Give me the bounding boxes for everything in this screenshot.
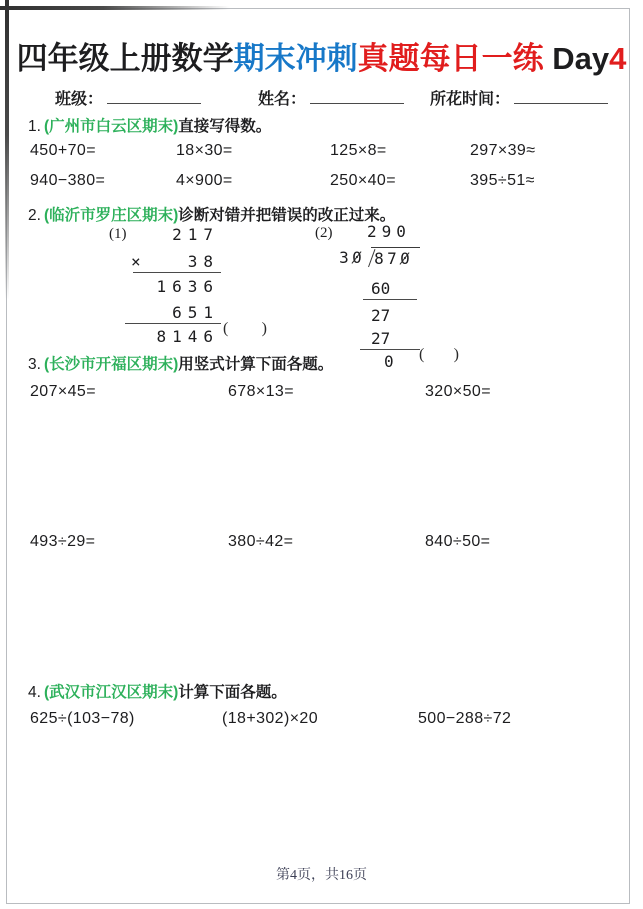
title-day: Day (543, 41, 610, 76)
rule-line (125, 323, 221, 324)
question-1-instruction: 直接写得数。 (178, 118, 272, 135)
question-4-source: (武汉市江汉区期末) (43, 684, 179, 701)
expression: 678×13= (228, 383, 294, 400)
question-3-number: 3. (28, 356, 41, 373)
rule-line (133, 272, 221, 273)
expression: 320×50= (425, 383, 491, 400)
question-1-number: 1. (28, 118, 41, 135)
question-2-instruction: 诊断对错并把错误的改正过来。 (178, 207, 396, 224)
division-worked-example (315, 222, 485, 372)
time-label: 所花时间： (430, 91, 511, 108)
expression: 840÷50= (425, 533, 491, 550)
q3-expressions-row-1 (30, 383, 491, 401)
question-3-heading (28, 352, 333, 374)
struck-zero: 0 (352, 248, 362, 267)
expression: 450+70= (30, 142, 96, 159)
multiply-sign: × (131, 252, 141, 271)
expression: 250×40= (330, 172, 396, 189)
paren-close: ) (261, 320, 267, 337)
expression: 395÷51≈ (470, 172, 535, 189)
page-number-indicator: 第4页，共16页 (276, 868, 367, 883)
expression: 297×39≈ (470, 142, 536, 159)
question-4-number: 4. (28, 684, 41, 701)
question-4-heading (28, 680, 287, 702)
question-2-source: (临沂市罗庄区期末) (43, 207, 179, 224)
expression: 125×8= (330, 142, 387, 159)
paren-open: ( (223, 320, 229, 337)
question-3-instruction: 用竖式计算下面各题。 (178, 356, 334, 373)
rule-line (363, 299, 417, 300)
remainder-step-1: 27 (371, 306, 391, 325)
paren-close: ) (453, 346, 459, 363)
q1-expressions-row-2 (30, 172, 535, 190)
product: 8146 (156, 327, 219, 346)
item-1-label: (1) (109, 226, 127, 242)
time-field (430, 86, 608, 109)
expression: 207×45= (30, 383, 96, 400)
page-title (0, 33, 643, 78)
time-blank-line (514, 88, 608, 104)
multiplicand: 217 (172, 225, 219, 244)
name-label: 姓名： (258, 91, 307, 108)
q4-expressions-row (30, 710, 511, 728)
multiplication-worked-example (105, 224, 275, 349)
division-bracket-bar (371, 247, 420, 248)
name-blank-line (310, 88, 404, 104)
q3-expressions-row-2 (30, 533, 490, 551)
subtracted-value-1: 60 (371, 279, 391, 298)
partial-product-2: 651 (172, 303, 219, 322)
expression: 380÷42= (228, 533, 294, 550)
expression: 18×30= (176, 142, 233, 159)
rule-line (360, 349, 420, 350)
dividend: 8 7 0 (374, 249, 410, 268)
question-4-instruction: 计算下面各题。 (178, 684, 287, 701)
title-day-number: 4 (609, 41, 627, 76)
class-label: 班级： (55, 91, 104, 108)
divisor: 3 0 (339, 248, 362, 267)
question-1-source: (广州市白云区期末) (43, 118, 179, 135)
paren-open: ( (419, 346, 425, 363)
title-blue: 期末冲刺 (233, 41, 358, 76)
q1-expressions-row-1 (30, 142, 535, 160)
expression: 500−288÷72 (418, 710, 512, 727)
expression: 493÷29= (30, 533, 96, 550)
struck-zero: 0 (400, 249, 410, 268)
title-black: 四年级上册数学 (16, 41, 234, 76)
item-2-label: (2) (315, 225, 333, 241)
expression: 940−380= (30, 172, 106, 189)
question-1-heading (28, 114, 271, 136)
expression: 625÷(103−78) (30, 710, 135, 727)
partial-product-1: 1636 (156, 277, 219, 296)
question-3-source: (长沙市开福区期末) (43, 356, 179, 373)
expression: 4×900= (176, 172, 233, 189)
class-blank-line (107, 88, 201, 104)
judgement-parentheses (223, 320, 267, 338)
judgement-parentheses (419, 346, 459, 364)
scan-shadow-top (0, 6, 230, 10)
title-red: 真题每日一练 (357, 41, 544, 76)
final-remainder: 0 (384, 352, 394, 371)
name-field (258, 86, 404, 109)
question-2-number: 2. (28, 207, 41, 224)
expression: (18+302)×20 (222, 710, 319, 727)
quotient: 290 (367, 222, 411, 241)
subtracted-value-2: 27 (371, 329, 391, 348)
multiplier: 38 (187, 252, 219, 271)
class-field (55, 86, 201, 109)
